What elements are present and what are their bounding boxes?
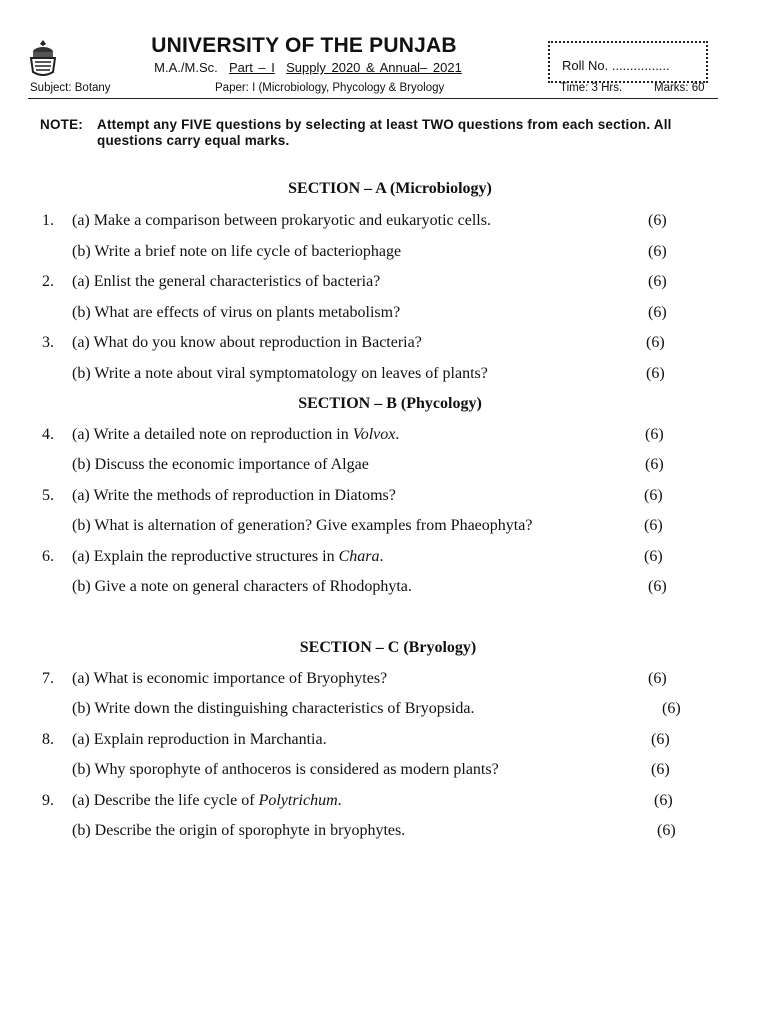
genus-name: Volvox (352, 426, 396, 443)
question-7a (0, 670, 768, 690)
exam-session: Supply 2020 & Annual– 2021 (286, 60, 462, 75)
question-marks: (6) (645, 456, 664, 473)
question-9a (0, 792, 768, 812)
question-text: (b) What are effects of virus on plants metabolism? (72, 304, 401, 321)
roll-number-box (548, 41, 708, 83)
question-number: 7. (42, 670, 54, 687)
question-8a (0, 731, 768, 751)
question-text: (a) Make a comparison between prokaryotic and eukaryotic cells. (72, 212, 491, 229)
question-marks: (6) (646, 334, 665, 351)
question-4a (0, 426, 768, 446)
question-6b (0, 578, 768, 598)
section-b-title: SECTION – B (Phycology) (298, 395, 482, 412)
question-2b (0, 304, 768, 324)
university-crest-icon (26, 38, 60, 78)
section-c-title: SECTION – C (Bryology) (299, 639, 477, 656)
question-5a (0, 487, 768, 507)
question-marks: (6) (648, 670, 667, 687)
question-text: (b) Write a brief note on life cycle of bacteriophage (72, 243, 402, 260)
marks-label: Marks: 60 (654, 82, 705, 94)
question-number: 2. (42, 273, 54, 290)
question-number: 3. (42, 334, 54, 351)
question-text: (a) Explain reproduction in Marchantia. (72, 731, 327, 748)
note-label: NOTE: (40, 117, 83, 132)
question-9b (0, 822, 768, 842)
question-text: (b) Write a note about viral symptomatology on leaves of plants? (72, 365, 488, 382)
question-6a (0, 548, 768, 568)
question-text: (a) Describe the life cycle of Polytrichum. (72, 792, 342, 809)
question-marks: (6) (644, 548, 663, 565)
question-marks: (6) (648, 212, 667, 229)
question-7b (0, 700, 768, 720)
question-number: 5. (42, 487, 54, 504)
question-text: (b) Why sporophyte of anthoceros is considered as modern plants? (72, 761, 499, 778)
question-marks: (6) (651, 731, 670, 748)
time-label: Time: 3 Hrs. (560, 82, 623, 94)
question-text: (a) Write a detailed note on reproduction in Volvox. (72, 426, 400, 443)
question-3b (0, 365, 768, 385)
paper-label: Paper: I (Microbiology, Phycology & Bryology (215, 82, 445, 94)
question-marks: (6) (662, 700, 681, 717)
question-marks: (6) (657, 822, 676, 839)
question-text: (a) Write the methods of reproduction in Diatoms? (72, 487, 396, 504)
question-number: 9. (42, 792, 54, 809)
question-text: (b) Give a note on general characters of Rhodophyta. (72, 578, 412, 595)
exam-part: Part – I (228, 60, 275, 75)
question-number: 6. (42, 548, 54, 565)
question-marks: (6) (648, 578, 667, 595)
genus-name: Chara (338, 548, 380, 565)
question-2a (0, 273, 768, 293)
section-a-title: SECTION – A (Microbiology) (288, 180, 492, 197)
question-4b (0, 456, 768, 476)
program-line (118, 60, 498, 75)
roll-number-label: Roll No. ................ (562, 58, 670, 73)
question-marks: (6) (648, 273, 667, 290)
question-text: (b) Describe the origin of sporophyte in bryophytes. (72, 822, 406, 839)
program-name: M.A./M.Sc. (154, 60, 218, 75)
question-number: 8. (42, 731, 54, 748)
genus-name: Polytrichum (258, 792, 338, 809)
question-number: 4. (42, 426, 54, 443)
question-marks: (6) (648, 304, 667, 321)
question-number: 1. (42, 212, 54, 229)
question-marks: (6) (646, 365, 665, 382)
header-rule (28, 98, 718, 99)
question-marks: (6) (648, 243, 667, 260)
question-marks: (6) (644, 517, 663, 534)
question-marks: (6) (645, 426, 664, 443)
question-5b (0, 517, 768, 537)
question-marks: (6) (654, 792, 673, 809)
question-marks: (6) (651, 761, 670, 778)
question-8b (0, 761, 768, 781)
question-marks: (6) (644, 487, 663, 504)
question-text: (a) Enlist the general characteristics of bacteria? (72, 273, 381, 290)
question-1a (0, 212, 768, 232)
question-3a (0, 334, 768, 354)
question-1b (0, 243, 768, 263)
question-text: (a) What is economic importance of Bryophytes? (72, 670, 388, 687)
question-text: (b) Write down the distinguishing characteristics of Bryopsida. (72, 700, 475, 717)
university-title: UNIVERSITY OF THE PUNJAB (151, 34, 457, 57)
question-text: (a) What do you know about reproduction in Bacteria? (72, 334, 422, 351)
question-text: (a) Explain the reproductive structures in Chara. (72, 548, 384, 565)
question-text: (b) Discuss the economic importance of Algae (72, 456, 369, 473)
question-text: (b) What is alternation of generation? Give examples from Phaeophyta? (72, 517, 533, 534)
subject-label: Subject: Botany (30, 82, 111, 94)
note-text: Attempt any FIVE questions by selecting at least TWO questions from each section. All questions carry equal marks. (97, 117, 672, 148)
